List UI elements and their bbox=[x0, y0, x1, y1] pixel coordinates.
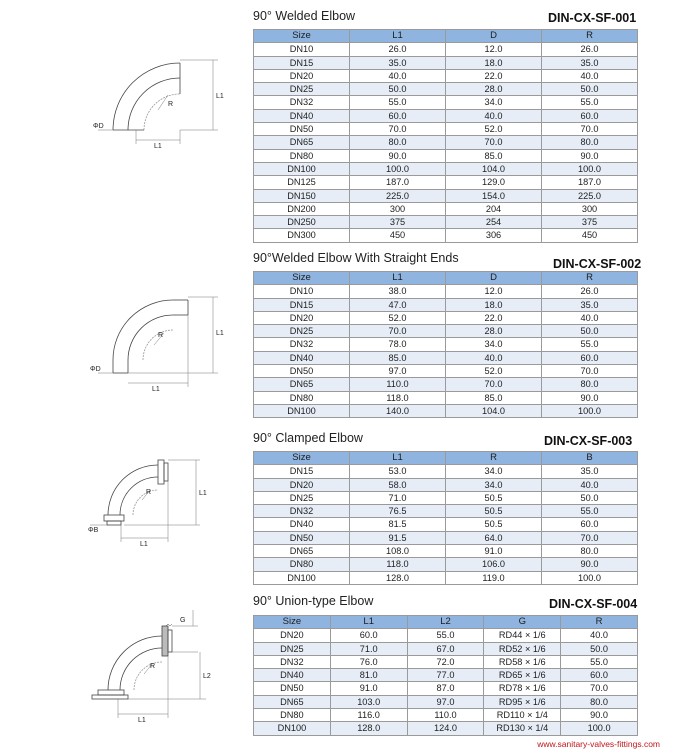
table-cell: 47.0 bbox=[350, 298, 446, 311]
table-row bbox=[254, 136, 638, 149]
column-header: Size bbox=[254, 30, 350, 43]
section-title: 90°Welded Elbow With Straight Ends bbox=[253, 251, 459, 265]
table-cell: 306 bbox=[446, 229, 542, 242]
table-cell: 80.0 bbox=[542, 378, 638, 391]
table-cell: 22.0 bbox=[446, 311, 542, 324]
table-row bbox=[254, 404, 638, 417]
table-cell: 187.0 bbox=[350, 176, 446, 189]
table-cell: 129.0 bbox=[446, 176, 542, 189]
dim-l2-vertical-label: L2 bbox=[203, 673, 211, 680]
table-cell: 450 bbox=[542, 229, 638, 242]
table-cell: DN40 bbox=[254, 109, 350, 122]
dim-b-label: ΦB bbox=[88, 527, 99, 534]
elbow-drawing bbox=[78, 40, 248, 155]
table-cell: RD44 × 1/6 bbox=[484, 629, 561, 642]
table-cell: 100.0 bbox=[350, 162, 446, 175]
table-row bbox=[254, 669, 638, 682]
table-cell: DN50 bbox=[254, 531, 350, 544]
table-cell: 40.0 bbox=[542, 311, 638, 324]
table-cell: DN10 bbox=[254, 285, 350, 298]
table-cell: DN80 bbox=[254, 391, 350, 404]
table-cell: 118.0 bbox=[350, 558, 446, 571]
table-cell: DN15 bbox=[254, 56, 350, 69]
table-cell: 38.0 bbox=[350, 285, 446, 298]
table-row bbox=[254, 43, 638, 56]
dim-l1-horizontal-label: L1 bbox=[154, 143, 162, 150]
table-cell: 18.0 bbox=[446, 298, 542, 311]
table-cell: DN15 bbox=[254, 465, 350, 478]
table-cell: 97.0 bbox=[407, 695, 484, 708]
dim-g-label: G bbox=[180, 617, 186, 624]
table-cell: DN32 bbox=[254, 96, 350, 109]
table-cell: DN80 bbox=[254, 709, 331, 722]
table-row bbox=[254, 123, 638, 136]
table-row bbox=[254, 311, 638, 324]
dim-r-label: R bbox=[146, 489, 152, 496]
table-row bbox=[254, 571, 638, 584]
table-cell: 90.0 bbox=[542, 558, 638, 571]
table-cell: DN200 bbox=[254, 202, 350, 215]
table-cell: 60.0 bbox=[330, 629, 407, 642]
table-cell: 154.0 bbox=[446, 189, 542, 202]
table-cell: 40.0 bbox=[446, 109, 542, 122]
table-cell: 80.0 bbox=[561, 695, 638, 708]
table-row bbox=[254, 56, 638, 69]
table-cell: 35.0 bbox=[542, 298, 638, 311]
table-cell: 104.0 bbox=[446, 404, 542, 417]
dim-r-label: R bbox=[158, 332, 164, 339]
table-cell: 254 bbox=[446, 216, 542, 229]
column-header: L1 bbox=[330, 616, 407, 629]
table-row bbox=[254, 202, 638, 215]
table-cell: 91.0 bbox=[446, 545, 542, 558]
table-cell: RD95 × 1/6 bbox=[484, 695, 561, 708]
table-cell: 40.0 bbox=[542, 69, 638, 82]
table-cell: 128.0 bbox=[330, 722, 407, 735]
table-cell: 40.0 bbox=[561, 629, 638, 642]
dim-d-label: ΦD bbox=[90, 366, 101, 373]
table-cell: 67.0 bbox=[407, 642, 484, 655]
table-cell: DN80 bbox=[254, 149, 350, 162]
table-header-row bbox=[254, 272, 638, 285]
table-cell: DN32 bbox=[254, 655, 331, 668]
table-row bbox=[254, 655, 638, 668]
table-cell: DN250 bbox=[254, 216, 350, 229]
table-row bbox=[254, 229, 638, 242]
table-cell: 55.0 bbox=[407, 629, 484, 642]
table-cell: 128.0 bbox=[350, 571, 446, 584]
table-cell: DN40 bbox=[254, 518, 350, 531]
table-cell: 119.0 bbox=[446, 571, 542, 584]
table-cell: DN32 bbox=[254, 505, 350, 518]
table-cell: 108.0 bbox=[350, 545, 446, 558]
dim-l1-horizontal-label: L1 bbox=[138, 717, 146, 724]
table-cell: 52.0 bbox=[446, 123, 542, 136]
table-cell: 22.0 bbox=[446, 69, 542, 82]
column-header: L1 bbox=[350, 272, 446, 285]
table-row bbox=[254, 176, 638, 189]
table-cell: 187.0 bbox=[542, 176, 638, 189]
table-row bbox=[254, 709, 638, 722]
column-header: L1 bbox=[350, 30, 446, 43]
table-cell: DN125 bbox=[254, 176, 350, 189]
table-cell: 110.0 bbox=[407, 709, 484, 722]
section-title: 90° Clamped Elbow bbox=[253, 431, 363, 445]
table-cell: 35.0 bbox=[542, 465, 638, 478]
table-cell: 80.0 bbox=[542, 136, 638, 149]
product-code: DIN-CX-SF-002 bbox=[553, 257, 642, 271]
table-row bbox=[254, 109, 638, 122]
table-cell: 34.0 bbox=[446, 465, 542, 478]
table-cell: 60.0 bbox=[561, 669, 638, 682]
table-row bbox=[254, 69, 638, 82]
table-cell: 18.0 bbox=[446, 56, 542, 69]
table-cell: 450 bbox=[350, 229, 446, 242]
table-row bbox=[254, 545, 638, 558]
table-row bbox=[254, 378, 638, 391]
column-header: Size bbox=[254, 452, 350, 465]
table-cell: RD110 × 1/4 bbox=[484, 709, 561, 722]
table-cell: DN150 bbox=[254, 189, 350, 202]
table-cell: 52.0 bbox=[446, 365, 542, 378]
table-row bbox=[254, 722, 638, 735]
table-cell: DN100 bbox=[254, 571, 350, 584]
table-cell: 50.5 bbox=[446, 518, 542, 531]
table-row bbox=[254, 298, 638, 311]
table-row bbox=[254, 83, 638, 96]
table-cell: DN25 bbox=[254, 491, 350, 504]
table-cell: 76.5 bbox=[350, 505, 446, 518]
table-cell: 116.0 bbox=[330, 709, 407, 722]
column-header: D bbox=[446, 272, 542, 285]
table-cell: 76.0 bbox=[330, 655, 407, 668]
table-cell: 100.0 bbox=[542, 404, 638, 417]
table-cell: 60.0 bbox=[542, 109, 638, 122]
dim-l1-horizontal-label: L1 bbox=[140, 541, 148, 548]
table-row bbox=[254, 149, 638, 162]
table-cell: 55.0 bbox=[542, 338, 638, 351]
table-cell: 50.0 bbox=[542, 325, 638, 338]
table-cell: DN65 bbox=[254, 378, 350, 391]
elbow-drawing bbox=[78, 450, 248, 560]
table-cell: DN80 bbox=[254, 558, 350, 571]
table-cell: 26.0 bbox=[350, 43, 446, 56]
table-cell: DN40 bbox=[254, 351, 350, 364]
table-row bbox=[254, 478, 638, 491]
table-cell: 70.0 bbox=[446, 378, 542, 391]
table-cell: DN15 bbox=[254, 298, 350, 311]
column-header: R bbox=[542, 272, 638, 285]
table-row bbox=[254, 351, 638, 364]
table-cell: RD58 × 1/6 bbox=[484, 655, 561, 668]
table-cell: 97.0 bbox=[350, 365, 446, 378]
table-cell: 35.0 bbox=[542, 56, 638, 69]
table-cell: 50.0 bbox=[542, 491, 638, 504]
table-cell: 55.0 bbox=[561, 655, 638, 668]
table-cell: DN50 bbox=[254, 123, 350, 136]
table-cell: DN65 bbox=[254, 136, 350, 149]
table-cell: 124.0 bbox=[407, 722, 484, 735]
table-cell: 28.0 bbox=[446, 83, 542, 96]
product-code: DIN-CX-SF-003 bbox=[544, 434, 633, 448]
elbow-drawing bbox=[78, 610, 248, 725]
table-cell: 87.0 bbox=[407, 682, 484, 695]
table-cell: 103.0 bbox=[330, 695, 407, 708]
table-row bbox=[254, 695, 638, 708]
table-cell: 70.0 bbox=[350, 325, 446, 338]
table-cell: 375 bbox=[542, 216, 638, 229]
table-cell: 50.5 bbox=[446, 505, 542, 518]
table-cell: 81.0 bbox=[330, 669, 407, 682]
table-cell: 91.0 bbox=[330, 682, 407, 695]
table-cell: 300 bbox=[542, 202, 638, 215]
dim-r-label: R bbox=[168, 101, 174, 108]
table-cell: 70.0 bbox=[561, 682, 638, 695]
column-header: G bbox=[484, 616, 561, 629]
table-cell: RD130 × 1/4 bbox=[484, 722, 561, 735]
website-footer[interactable]: www.sanitary-valves-fittings.com bbox=[537, 739, 660, 749]
table-cell: 100.0 bbox=[542, 571, 638, 584]
column-header: L1 bbox=[350, 452, 446, 465]
table-cell: DN40 bbox=[254, 669, 331, 682]
table-cell: 85.0 bbox=[350, 351, 446, 364]
table-cell: DN25 bbox=[254, 642, 331, 655]
table-cell: 40.0 bbox=[542, 478, 638, 491]
table-cell: 90.0 bbox=[561, 709, 638, 722]
table-row bbox=[254, 162, 638, 175]
table-cell: 26.0 bbox=[542, 43, 638, 56]
table-cell: 110.0 bbox=[350, 378, 446, 391]
table-cell: 225.0 bbox=[542, 189, 638, 202]
table-cell: 80.0 bbox=[350, 136, 446, 149]
table-cell: 85.0 bbox=[446, 149, 542, 162]
table-cell: 34.0 bbox=[446, 338, 542, 351]
spec-table bbox=[253, 271, 638, 418]
table-cell: DN300 bbox=[254, 229, 350, 242]
table-cell: DN20 bbox=[254, 629, 331, 642]
column-header: R bbox=[561, 616, 638, 629]
table-row bbox=[254, 391, 638, 404]
table-cell: 85.0 bbox=[446, 391, 542, 404]
table-row bbox=[254, 338, 638, 351]
table-cell: DN20 bbox=[254, 311, 350, 324]
table-cell: 140.0 bbox=[350, 404, 446, 417]
column-header: L2 bbox=[407, 616, 484, 629]
table-row bbox=[254, 505, 638, 518]
column-header: B bbox=[542, 452, 638, 465]
table-cell: 70.0 bbox=[542, 531, 638, 544]
dim-r-label: R bbox=[150, 663, 156, 670]
table-cell: 70.0 bbox=[542, 123, 638, 136]
table-cell: DN65 bbox=[254, 545, 350, 558]
section-title: 90° Welded Elbow bbox=[253, 9, 356, 23]
table-cell: 40.0 bbox=[446, 351, 542, 364]
table-cell: 70.0 bbox=[446, 136, 542, 149]
table-cell: 35.0 bbox=[350, 56, 446, 69]
table-cell: RD78 × 1/6 bbox=[484, 682, 561, 695]
table-cell: 12.0 bbox=[446, 285, 542, 298]
table-row bbox=[254, 325, 638, 338]
table-row bbox=[254, 365, 638, 378]
column-header: D bbox=[446, 30, 542, 43]
table-cell: DN10 bbox=[254, 43, 350, 56]
table-cell: 118.0 bbox=[350, 391, 446, 404]
table-cell: DN65 bbox=[254, 695, 331, 708]
table-cell: 55.0 bbox=[542, 505, 638, 518]
table-cell: 26.0 bbox=[542, 285, 638, 298]
table-cell: 50.0 bbox=[350, 83, 446, 96]
table-cell: 300 bbox=[350, 202, 446, 215]
table-row bbox=[254, 518, 638, 531]
table-cell: 71.0 bbox=[330, 642, 407, 655]
table-cell: 100.0 bbox=[561, 722, 638, 735]
table-row bbox=[254, 558, 638, 571]
table-cell: 106.0 bbox=[446, 558, 542, 571]
table-cell: 71.0 bbox=[350, 491, 446, 504]
spec-table bbox=[253, 29, 638, 243]
table-cell: 90.0 bbox=[350, 149, 446, 162]
table-cell: 60.0 bbox=[542, 351, 638, 364]
table-cell: 12.0 bbox=[446, 43, 542, 56]
table-header-row bbox=[254, 452, 638, 465]
table-cell: DN25 bbox=[254, 83, 350, 96]
table-cell: DN25 bbox=[254, 325, 350, 338]
table-row bbox=[254, 96, 638, 109]
table-row bbox=[254, 189, 638, 202]
table-row bbox=[254, 491, 638, 504]
table-header-row bbox=[254, 616, 638, 629]
dim-l1-vertical-label: L1 bbox=[216, 330, 224, 337]
table-cell: 53.0 bbox=[350, 465, 446, 478]
table-cell: 81.5 bbox=[350, 518, 446, 531]
column-header: R bbox=[542, 30, 638, 43]
table-cell: 72.0 bbox=[407, 655, 484, 668]
table-cell: 70.0 bbox=[542, 365, 638, 378]
table-cell: 90.0 bbox=[542, 391, 638, 404]
table-cell: 52.0 bbox=[350, 311, 446, 324]
table-cell: DN20 bbox=[254, 69, 350, 82]
table-cell: 55.0 bbox=[350, 96, 446, 109]
dim-l1-vertical-label: L1 bbox=[216, 93, 224, 100]
table-cell: 375 bbox=[350, 216, 446, 229]
table-cell: DN32 bbox=[254, 338, 350, 351]
table-cell: 50.0 bbox=[542, 83, 638, 96]
spec-table bbox=[253, 451, 638, 585]
column-header: Size bbox=[254, 272, 350, 285]
table-cell: 91.5 bbox=[350, 531, 446, 544]
table-cell: 40.0 bbox=[350, 69, 446, 82]
spec-table bbox=[253, 615, 638, 736]
dim-l1-vertical-label: L1 bbox=[199, 490, 207, 497]
table-cell: 50.5 bbox=[446, 491, 542, 504]
table-cell: 80.0 bbox=[542, 545, 638, 558]
table-cell: 77.0 bbox=[407, 669, 484, 682]
table-cell: 90.0 bbox=[542, 149, 638, 162]
table-cell: DN50 bbox=[254, 365, 350, 378]
table-row bbox=[254, 682, 638, 695]
column-header: R bbox=[446, 452, 542, 465]
product-code: DIN-CX-SF-004 bbox=[549, 597, 638, 611]
table-cell: RD52 × 1/6 bbox=[484, 642, 561, 655]
dim-d-label: ΦD bbox=[93, 123, 104, 130]
table-cell: 100.0 bbox=[542, 162, 638, 175]
table-cell: DN100 bbox=[254, 162, 350, 175]
table-header-row bbox=[254, 30, 638, 43]
table-cell: 34.0 bbox=[446, 478, 542, 491]
table-row bbox=[254, 642, 638, 655]
elbow-drawing bbox=[78, 285, 248, 400]
table-cell: 225.0 bbox=[350, 189, 446, 202]
section-title: 90° Union-type Elbow bbox=[253, 594, 374, 608]
table-row bbox=[254, 285, 638, 298]
table-cell: 104.0 bbox=[446, 162, 542, 175]
product-code: DIN-CX-SF-001 bbox=[548, 11, 637, 25]
table-row bbox=[254, 531, 638, 544]
table-cell: 34.0 bbox=[446, 96, 542, 109]
table-cell: DN50 bbox=[254, 682, 331, 695]
column-header: Size bbox=[254, 616, 331, 629]
table-cell: 204 bbox=[446, 202, 542, 215]
table-cell: 60.0 bbox=[350, 109, 446, 122]
table-row bbox=[254, 465, 638, 478]
table-cell: 78.0 bbox=[350, 338, 446, 351]
table-cell: DN100 bbox=[254, 722, 331, 735]
table-cell: RD65 × 1/6 bbox=[484, 669, 561, 682]
table-cell: 55.0 bbox=[542, 96, 638, 109]
table-cell: 60.0 bbox=[542, 518, 638, 531]
table-cell: 50.0 bbox=[561, 642, 638, 655]
table-row bbox=[254, 216, 638, 229]
dim-l1-horizontal-label: L1 bbox=[152, 386, 160, 393]
table-cell: 28.0 bbox=[446, 325, 542, 338]
table-cell: 58.0 bbox=[350, 478, 446, 491]
table-cell: 70.0 bbox=[350, 123, 446, 136]
table-cell: DN20 bbox=[254, 478, 350, 491]
table-row bbox=[254, 629, 638, 642]
table-cell: 64.0 bbox=[446, 531, 542, 544]
table-cell: DN100 bbox=[254, 404, 350, 417]
